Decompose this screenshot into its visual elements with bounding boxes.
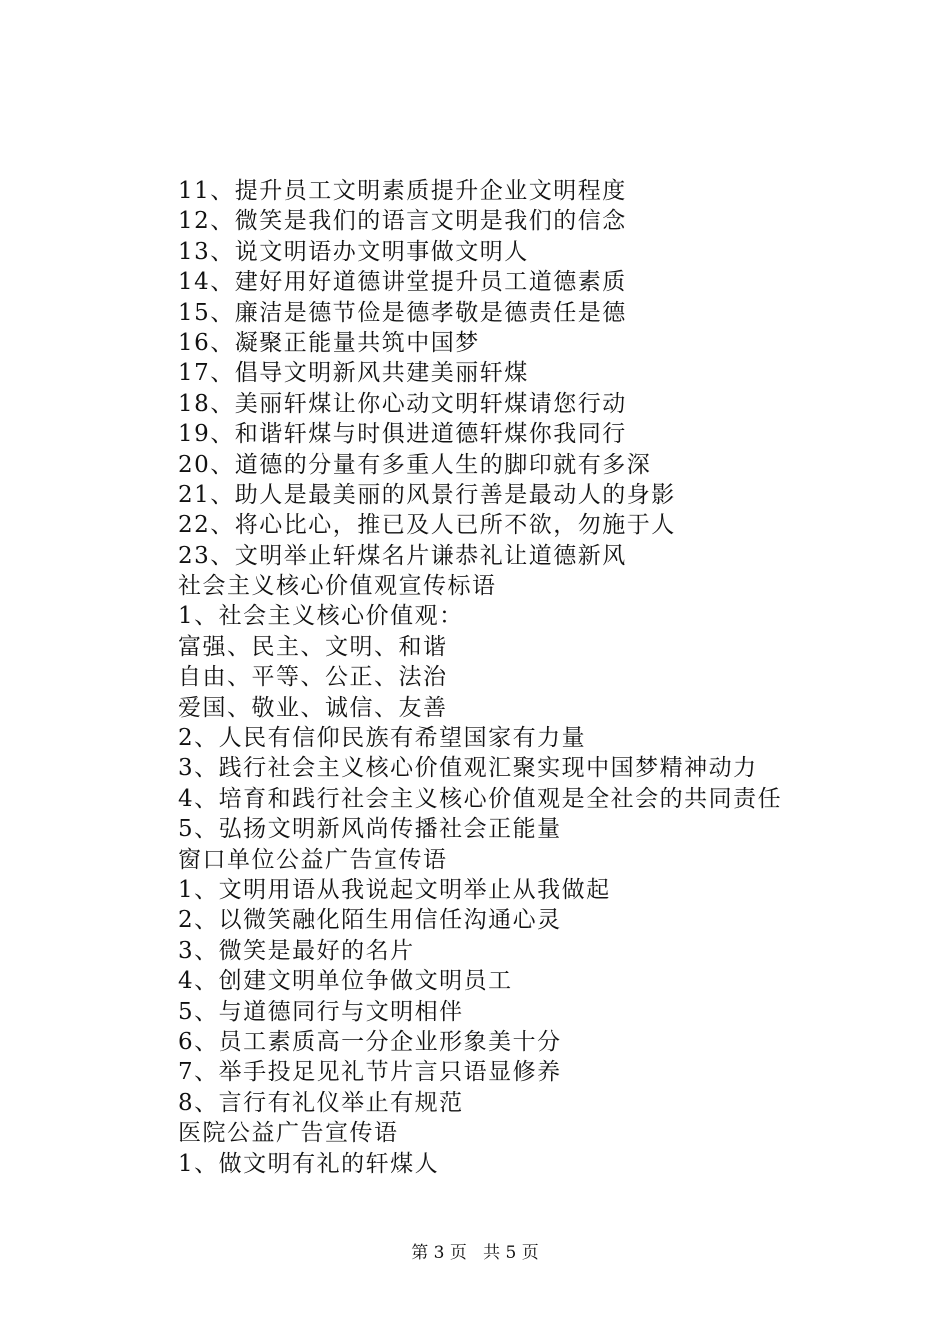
text-line: 2、人民有信仰民族有希望国家有力量: [178, 725, 587, 752]
text-line: 5、弘扬文明新风尚传播社会正能量: [178, 816, 562, 843]
text-line: 23、文明举止轩煤名片谦恭礼让道德新风: [178, 542, 627, 569]
text-line: 21、助人是最美丽的风景行善是最动人的身影: [178, 481, 676, 508]
text-line: 5、与道德同行与文明相伴: [178, 998, 464, 1025]
text-line: 17、倡导文明新风共建美丽轩煤: [178, 360, 529, 387]
text-line: 4、培育和践行社会主义核心价值观是全社会的共同责任: [178, 785, 783, 812]
text-line: 16、凝聚正能量共筑中国梦: [178, 329, 480, 356]
text-line: 1、文明用语从我说起文明举止从我做起: [178, 876, 611, 903]
text-line: 18、美丽轩煤让你心动文明轩煤请您行动: [178, 390, 627, 417]
page-number-footer: 第 3 页 共 5 页: [411, 1243, 539, 1263]
text-line: 3、践行社会主义核心价值观汇聚实现中国梦精神动力: [178, 755, 758, 782]
text-line: 富强、民主、文明、和谐: [178, 633, 448, 660]
text-line: 8、言行有礼仪举止有规范: [178, 1089, 464, 1116]
text-line: 7、举手投足见礼节片言只语显修养: [178, 1059, 562, 1086]
text-line: 4、创建文明单位争做文明员工: [178, 968, 513, 995]
section-heading: 社会主义核心价值观宣传标语: [178, 573, 497, 600]
document-body: [178, 176, 918, 1179]
text-line: 11、提升员工文明素质提升企业文明程度: [178, 178, 627, 204]
text-line: 13、说文明语办文明事做文明人: [178, 238, 529, 265]
section-heading: 医院公益广告宣传语: [178, 1120, 399, 1147]
text-line: 2、以微笑融化陌生用信任沟通心灵: [178, 907, 562, 934]
text-line: 1、社会主义核心价值观：: [178, 603, 464, 630]
text-line: 1、做文明有礼的轩煤人: [178, 1150, 440, 1177]
text-line: 3、微笑是最好的名片: [178, 937, 415, 964]
text-line: 自由、平等、公正、法治: [178, 664, 448, 691]
text-line: 22、将心比心，推已及人已所不欲，勿施于人: [178, 512, 676, 539]
text-line: 20、道德的分量有多重人生的脚印就有多深: [178, 451, 652, 478]
text-line: 15、廉洁是德节俭是德孝敬是德责任是德: [178, 299, 627, 326]
text-line: 12、微笑是我们的语言文明是我们的信念: [178, 208, 627, 235]
text-line: 19、和谐轩煤与时俱进道德轩煤你我同行: [178, 421, 627, 448]
text-line: 爱国、敬业、诚信、友善: [178, 694, 448, 721]
text-line: 6、员工素质高一分企业形象美十分: [178, 1028, 562, 1055]
text-line: 14、建好用好道德讲堂提升员工道德素质: [178, 269, 627, 296]
section-heading: 窗口单位公益广告宣传语: [178, 846, 448, 873]
